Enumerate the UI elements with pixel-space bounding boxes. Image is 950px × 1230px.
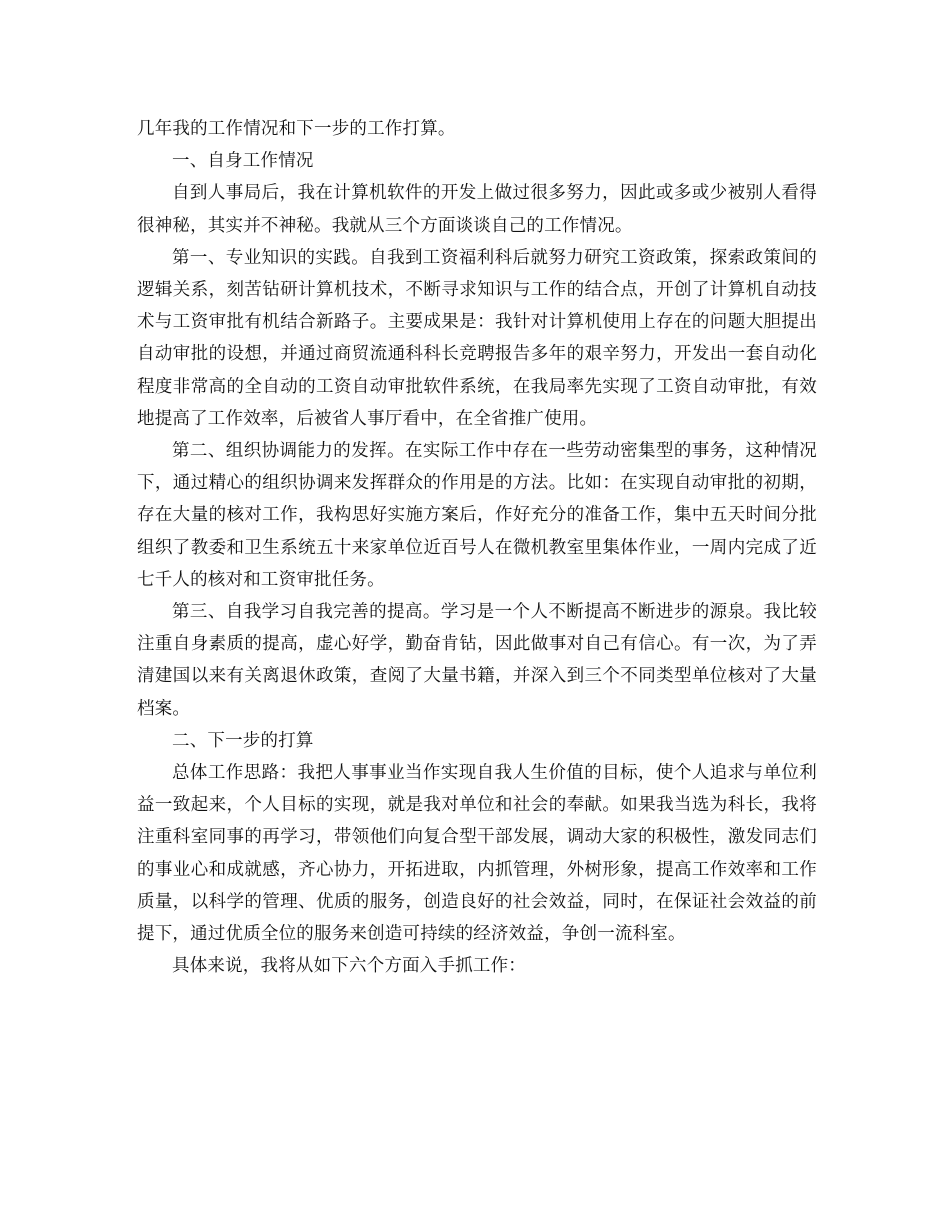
- section-heading-1: 一、自身工作情况: [172, 151, 314, 172]
- paragraph-7: 具体来说，我将从如下六个方面入手抓工作：: [172, 956, 526, 977]
- paragraph-3: 第一、专业知识的实践。自我到工资福利科后就努力研究工资政策，探索政策间的逻辑关系，刻苦钻研计算机技术，不断寻求知识与工作的结合点，开创了计算机自动技术与工资审批有机结合新路子。主要成果是：我针对计算机使用上存在的问题大胆提出自动审批的设想，并通过商贸流通科科长竞聘报告多年的艰辛努力，开发出一套自动化程度非常高的全自动的工资自动审批软件系统，在我局率先实现了工资自动审批，有效地提高了工作效率，后被省人事厅看中，在全省推广使用。: [137, 247, 817, 429]
- section-heading-2: 二、下一步的打算: [172, 730, 314, 751]
- paragraph-4: 第二、组织协调能力的发挥。在实际工作中存在一些劳动密集型的事务，这种情况下，通过精心的组织协调来发挥群众的作用是的方法。比如：在实现自动审批的初期，存在大量的核对工作，我构思好实施方案后，作好充分的准备工作，集中五天时间分批组织了教委和卫生系统五十来家单位近百号人在微机教室里集体作业，一周内完成了近七千人的核对和工资审批任务。: [137, 441, 817, 590]
- paragraph-5: 第三、自我学习自我完善的提高。学习是一个人不断提高不断进步的源泉。我比较注重自身素质的提高，虚心好学，勤奋肯钻，因此做事对自己有信心。有一次，为了弄清建国以来有关离退休政策，查阅了大量书籍，并深入到三个不同类型单位核对了大量档案。: [137, 602, 817, 719]
- paragraph-1: 几年我的工作情况和下一步的工作打算。: [137, 119, 456, 139]
- paragraph-6: 总体工作思路：我把人事事业当作实现自我人生价值的目标，使个人追求与单位利益一致起来，个人目标的实现，就是我对单位和社会的奉献。如果我当选为科长，我将注重科室同事的再学习，带领他们向复合型干部发展，调动大家的积极性，激发同志们的事业心和成就感，齐心协力，开拓进取，内抓管理，外树形象，提高工作效率和工作质量，以科学的管理、优质的服务，创造良好的社会效益，同时，在保证社会效益的前提下，通过优质全位的服务来创造可持续的经济效益，争创一流科室。: [137, 763, 817, 945]
- paragraph-2: 自到人事局后，我在计算机软件的开发上做过很多努力，因此或多或少被别人看得很神秘，其实并不神秘。我就从三个方面谈谈自己的工作情况。: [137, 183, 817, 236]
- document-body: [137, 113, 817, 982]
